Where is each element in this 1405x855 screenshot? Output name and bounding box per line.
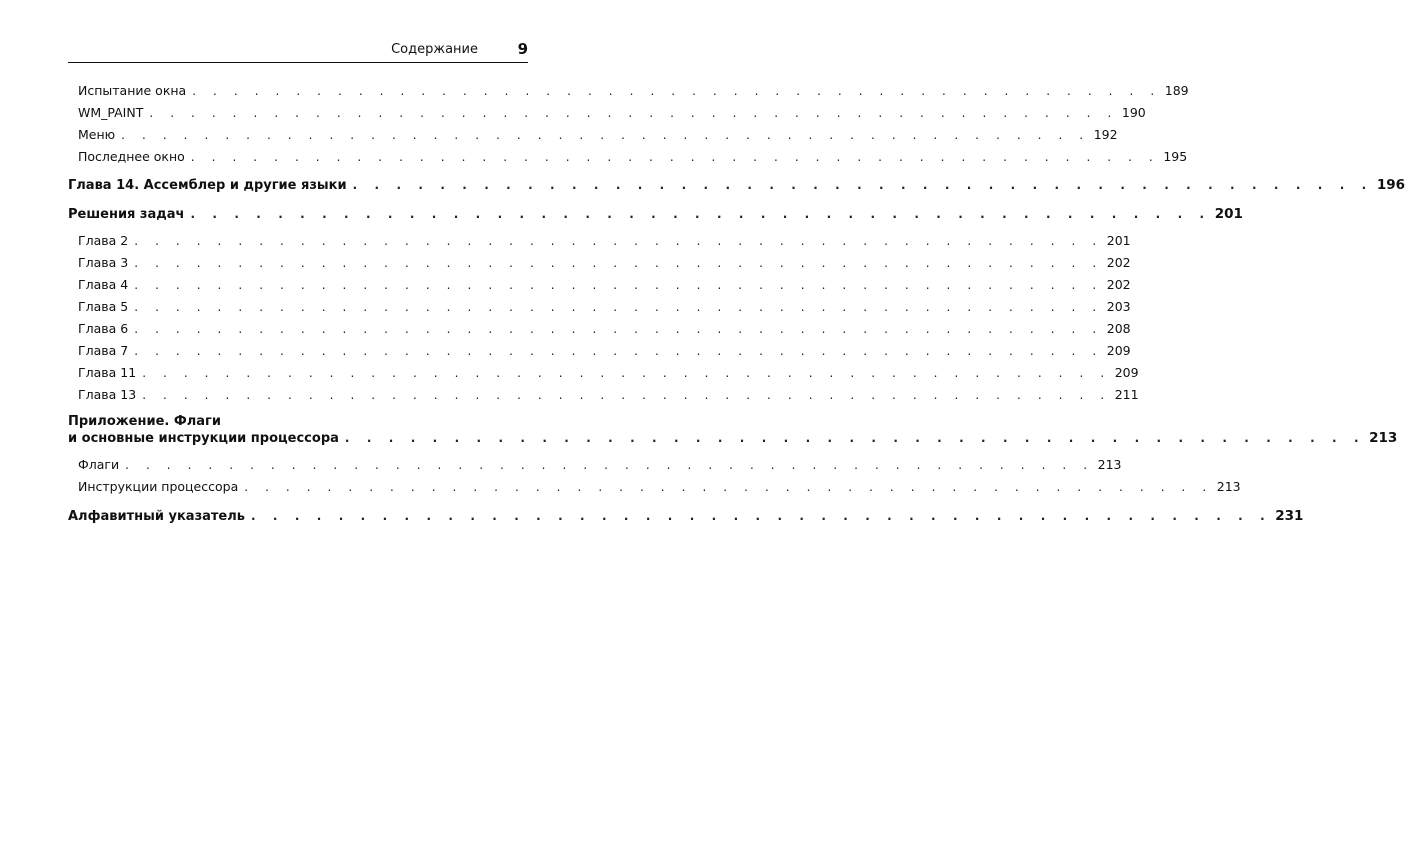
dot-leader: . . . . . . . . . . . . . . . . . . . . . . . . . . . . . . . . . . . . . . . . . . . . . . .: [125, 458, 1094, 472]
toc-entry-label: Последнее окно: [78, 149, 185, 164]
dot-leader: . . . . . . . . . . . . . . . . . . . . . . . . . . . . . . . . . . . . . . . . . . . . . . .: [190, 150, 1160, 164]
toc-chapter-label: Глава 14. Ассемблер и другие языки: [68, 178, 347, 193]
toc-entry: [78, 149, 1188, 164]
toc-entry-label: Инструкции процессора: [78, 479, 239, 494]
dot-leader: . . . . . . . . . . . . . . . . . . . . . . . . . . . . . . . . . . . . . . . . . . . . . . .: [251, 509, 1272, 523]
toc-chapter-entry: [68, 206, 1243, 222]
toc-entry-page: 208: [1106, 321, 1131, 336]
dot-leader: . . . . . . . . . . . . . . . . . . . . . . . . . . . . . . . . . . . . . . . . . . . . . . .: [121, 128, 1090, 142]
toc-entry: [78, 479, 1241, 494]
dot-leader: . . . . . . . . . . . . . . . . . . . . . . . . . . . . . . . . . . . . . . . . . . . . . . .: [134, 344, 1103, 358]
toc-entry: [78, 105, 1146, 120]
toc-entry-label: Меню: [78, 127, 116, 142]
toc-chapter-entry: [68, 508, 1304, 524]
toc-entry-page: 202: [1106, 255, 1131, 270]
dot-leader: . . . . . . . . . . . . . . . . . . . . . . . . . . . . . . . . . . . . . . . . . . . . . . .: [190, 207, 1211, 221]
dot-leader: . . . . . . . . . . . . . . . . . . . . . . . . . . . . . . . . . . . . . . . . . . . . . . .: [244, 480, 1213, 494]
dot-leader: . . . . . . . . . . . . . . . . . . . . . . . . . . . . . . . . . . . . . . . . . . . . . . .: [352, 178, 1373, 192]
toc-entry-label: WM_PAINT: [78, 105, 144, 120]
toc-entry: [78, 457, 1122, 472]
running-head-title: Содержание: [391, 42, 478, 57]
toc-chapter-page: 231: [1275, 508, 1304, 524]
toc-entry-page: 189: [1164, 83, 1189, 98]
toc-chapter-entry: [68, 177, 1405, 193]
toc-entry-label: Глава 13: [78, 387, 137, 402]
toc-chapter-page: 201: [1214, 206, 1243, 222]
dot-leader: . . . . . . . . . . . . . . . . . . . . . . . . . . . . . . . . . . . . . . . . . . . . . . .: [134, 256, 1103, 270]
toc-entry-page: 209: [1106, 343, 1131, 358]
toc-entry-label: Глава 3: [78, 255, 129, 270]
toc-entry-label: Глава 6: [78, 321, 129, 336]
toc-entry-label: Глава 5: [78, 299, 129, 314]
toc-entry-label: Испытание окна: [78, 83, 187, 98]
toc-entry: [78, 299, 1131, 314]
toc-entry: [78, 365, 1139, 380]
toc-entry-page: 211: [1114, 387, 1139, 402]
toc-entry-page: 203: [1106, 299, 1131, 314]
toc-chapter-label: Решения задач: [68, 207, 185, 222]
dot-leader: . . . . . . . . . . . . . . . . . . . . . . . . . . . . . . . . . . . . . . . . . . . . . . .: [134, 234, 1103, 248]
toc-entry: [78, 255, 1131, 270]
dot-leader: . . . . . . . . . . . . . . . . . . . . . . . . . . . . . . . . . . . . . . . . . . . . . . .: [344, 431, 1366, 445]
toc-entry-page: 213: [1097, 457, 1122, 472]
toc-entry: [78, 233, 1131, 248]
running-head: [68, 40, 528, 63]
toc-entry: [78, 387, 1139, 402]
toc-entry-label: Глава 4: [78, 277, 129, 292]
toc-entry-page: 190: [1121, 105, 1146, 120]
dot-leader: . . . . . . . . . . . . . . . . . . . . . . . . . . . . . . . . . . . . . . . . . . . . . . .: [149, 106, 1118, 120]
toc-entry-label: Глава 7: [78, 343, 129, 358]
toc-entry-label: Глава 11: [78, 365, 137, 380]
toc-entry-label: Флаги: [78, 457, 120, 472]
toc-entry: [78, 321, 1131, 336]
toc-entry-page: 201: [1106, 233, 1131, 248]
dot-leader: . . . . . . . . . . . . . . . . . . . . . . . . . . . . . . . . . . . . . . . . . . . . . . .: [192, 84, 1161, 98]
page-number: 9: [517, 40, 528, 58]
dot-leader: . . . . . . . . . . . . . . . . . . . . . . . . . . . . . . . . . . . . . . . . . . . . . . .: [142, 366, 1111, 380]
dot-leader: . . . . . . . . . . . . . . . . . . . . . . . . . . . . . . . . . . . . . . . . . . . . . . .: [134, 300, 1103, 314]
toc-entry-page: 209: [1114, 365, 1139, 380]
toc-chapter-page: 213: [1369, 430, 1398, 446]
toc-entry: [78, 127, 1118, 142]
toc-appendix-title-line2: и основные инструкции процессора: [68, 431, 339, 446]
toc-appendix-title-line1: Приложение. Флаги: [68, 414, 221, 429]
toc-chapter-entry: [68, 430, 1398, 446]
toc-entry-page: 195: [1163, 149, 1188, 164]
toc-entry: [78, 343, 1131, 358]
dot-leader: . . . . . . . . . . . . . . . . . . . . . . . . . . . . . . . . . . . . . . . . . . . . . . .: [142, 388, 1111, 402]
dot-leader: . . . . . . . . . . . . . . . . . . . . . . . . . . . . . . . . . . . . . . . . . . . . . . .: [134, 322, 1103, 336]
toc-chapter-page: 196: [1376, 177, 1405, 193]
toc-entry-page: 213: [1216, 479, 1241, 494]
dot-leader: . . . . . . . . . . . . . . . . . . . . . . . . . . . . . . . . . . . . . . . . . . . . . . .: [134, 278, 1103, 292]
toc-entry: [78, 277, 1131, 292]
toc-chapter-label: Алфавитный указатель: [68, 509, 245, 524]
toc-entry-label: Глава 2: [78, 233, 129, 248]
toc-entry: [78, 83, 1189, 98]
toc-entry-page: 202: [1106, 277, 1131, 292]
toc-entry-page: 192: [1093, 127, 1118, 142]
